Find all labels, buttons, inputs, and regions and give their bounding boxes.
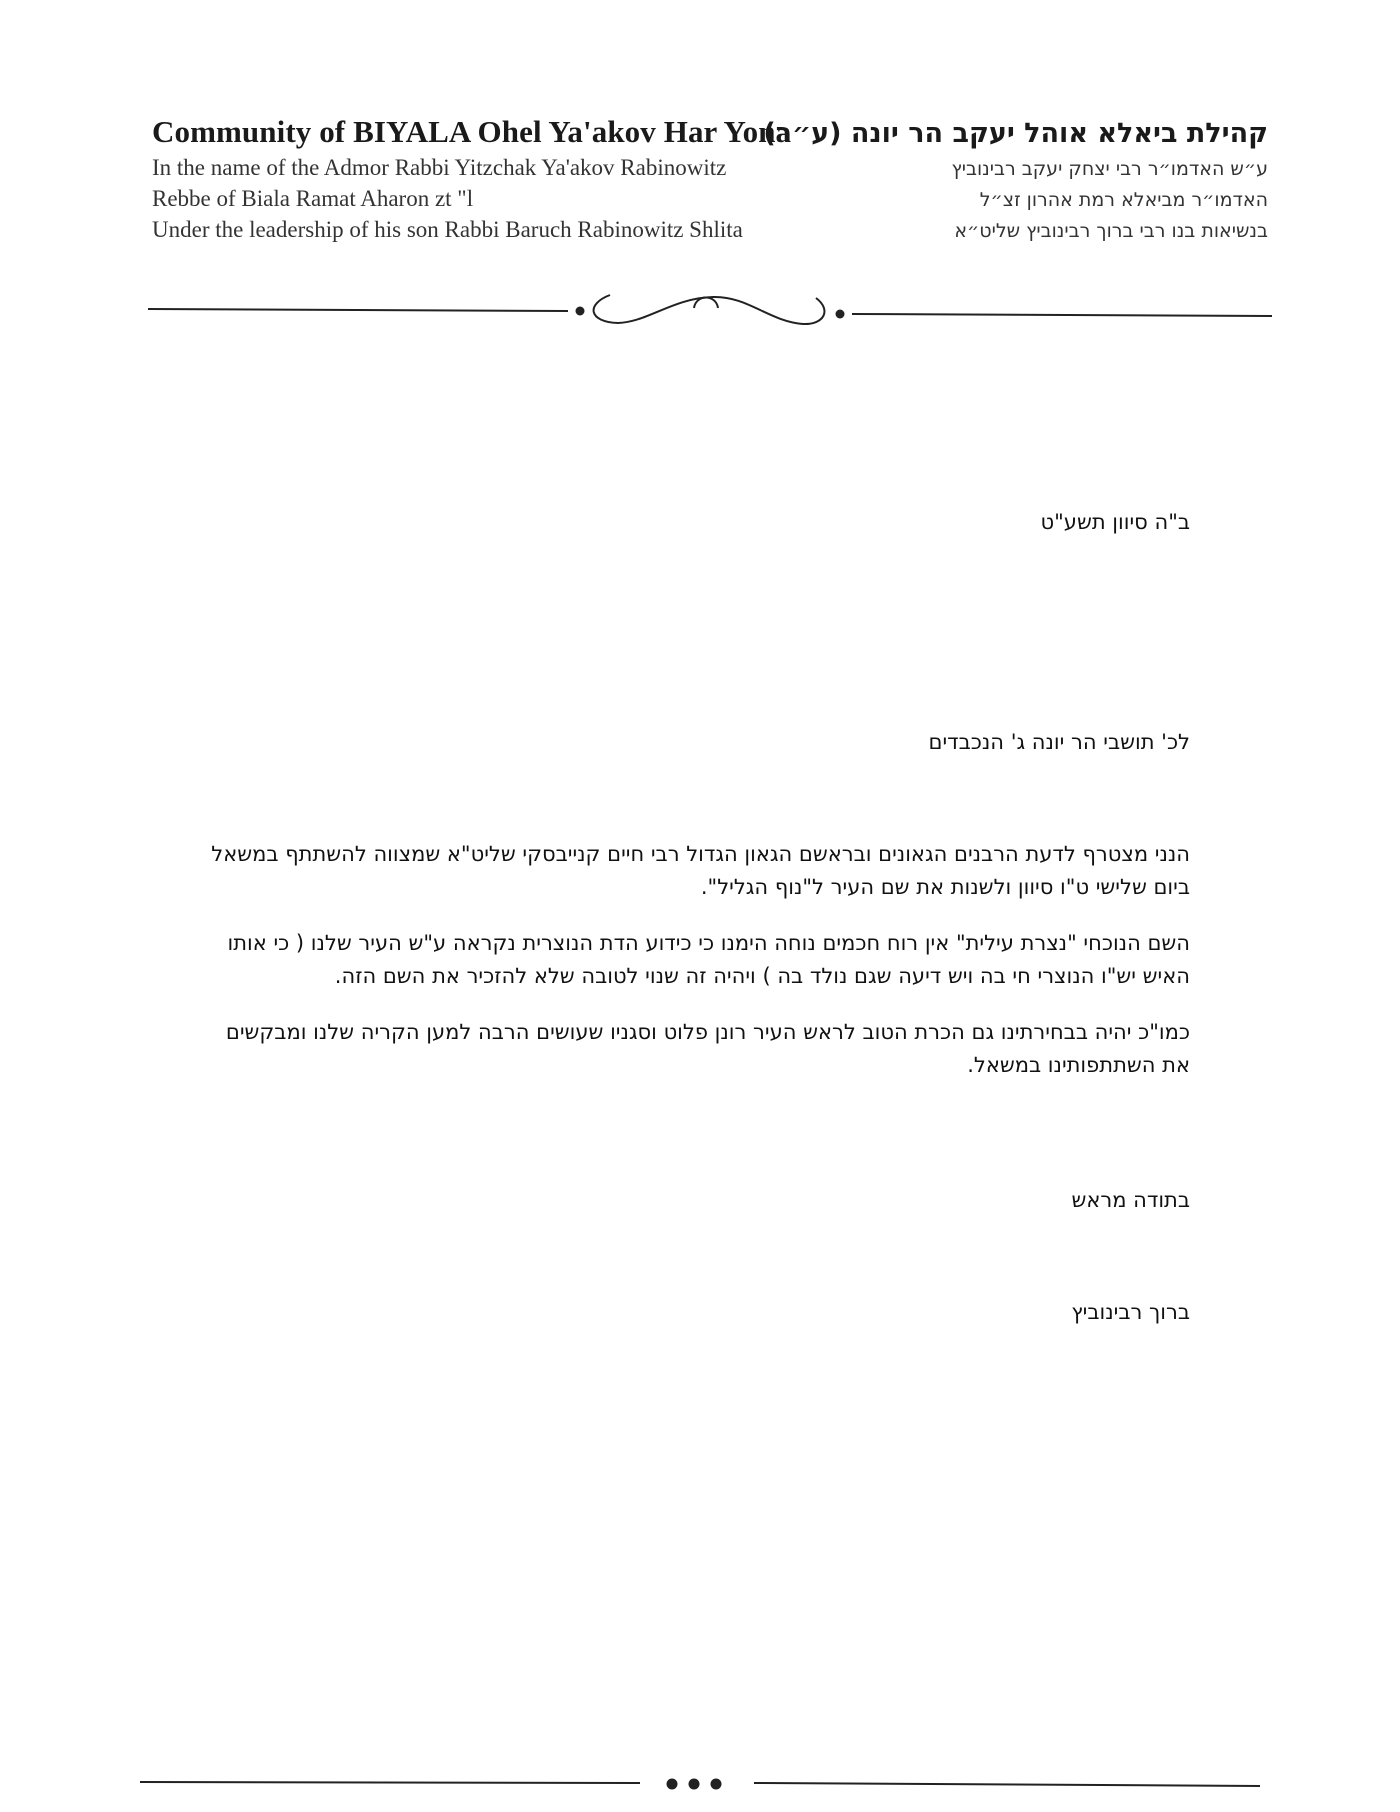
english-community-title: Community of BIYALA Ohel Ya'akov Har Yona [152,114,792,149]
hebrew-rebbe-line: האדמו״ר מביאלא רמת אהרון זצ״ל [979,189,1268,211]
header-ornament-divider [148,286,1272,342]
body-paragraph: הנני מצטרף לדעת הרבנים הגאונים ובראשם הגאון הגדול רבי חיים קנייבסקי שליט"א שמצווה להשתתף במשאל ביום שלישי ט"ו סיוון ולשנות את שם העיר ל"נוף הגליל". [211,842,1190,899]
english-dedication-line: In the name of the Admor Rabbi Yitzchak Ya'akov Rabinowitz [152,155,727,180]
letter-signature: ברוך רבינוביץ [1071,1300,1190,1324]
body-paragraph: כמו"כ יהיה בבחירתינו גם הכרת הטוב לראש העיר רונן פלוט וסגניו שעושים הרבה למען הקריה שלנו ומבקשים את השתתפותינו במשאל. [225,1020,1190,1077]
letter-date: ב"ה סיוון תשע"ט [1040,510,1190,534]
hebrew-leadership-line: בנשיאות בנו רבי ברוך רבינוביץ שליט״א [954,220,1268,242]
footer-ornament-divider [140,1770,1260,1800]
letter-closing: בתודה מראש [1071,1188,1190,1212]
body-paragraph: השם הנוכחי "נצרת עילית" אין רוח חכמים נוחה הימנו כי כידוע הדת הנוצרית נקראה ע"ש העיר שלנו ( כי אותו האיש יש"ו הנוצרי חי בה ויש דיעה שגם נולד בה ) ויהיה זה שנוי לטובה שלא להזכיר את השם הזה. [227,931,1190,988]
english-letterhead [152,112,832,245]
hebrew-dedication-line: ע״ש האדמו״ר רבי יצחק יעקב רבינוביץ [951,158,1268,180]
english-leadership-line: Under the leadership of his son Rabbi Baruch Rabinowitz Shlita [152,217,743,242]
hebrew-community-title: קהילת ביאלא אוהל יעקב הר יונה (ע״ר) [763,118,1268,149]
hebrew-letterhead [748,114,1268,247]
letter-greeting: לכ' תושבי הר יונה ג' הנכבדים [928,730,1190,754]
letter-body [200,838,1190,1105]
english-rebbe-line: Rebbe of Biala Ramat Aharon zt "l [152,186,474,211]
